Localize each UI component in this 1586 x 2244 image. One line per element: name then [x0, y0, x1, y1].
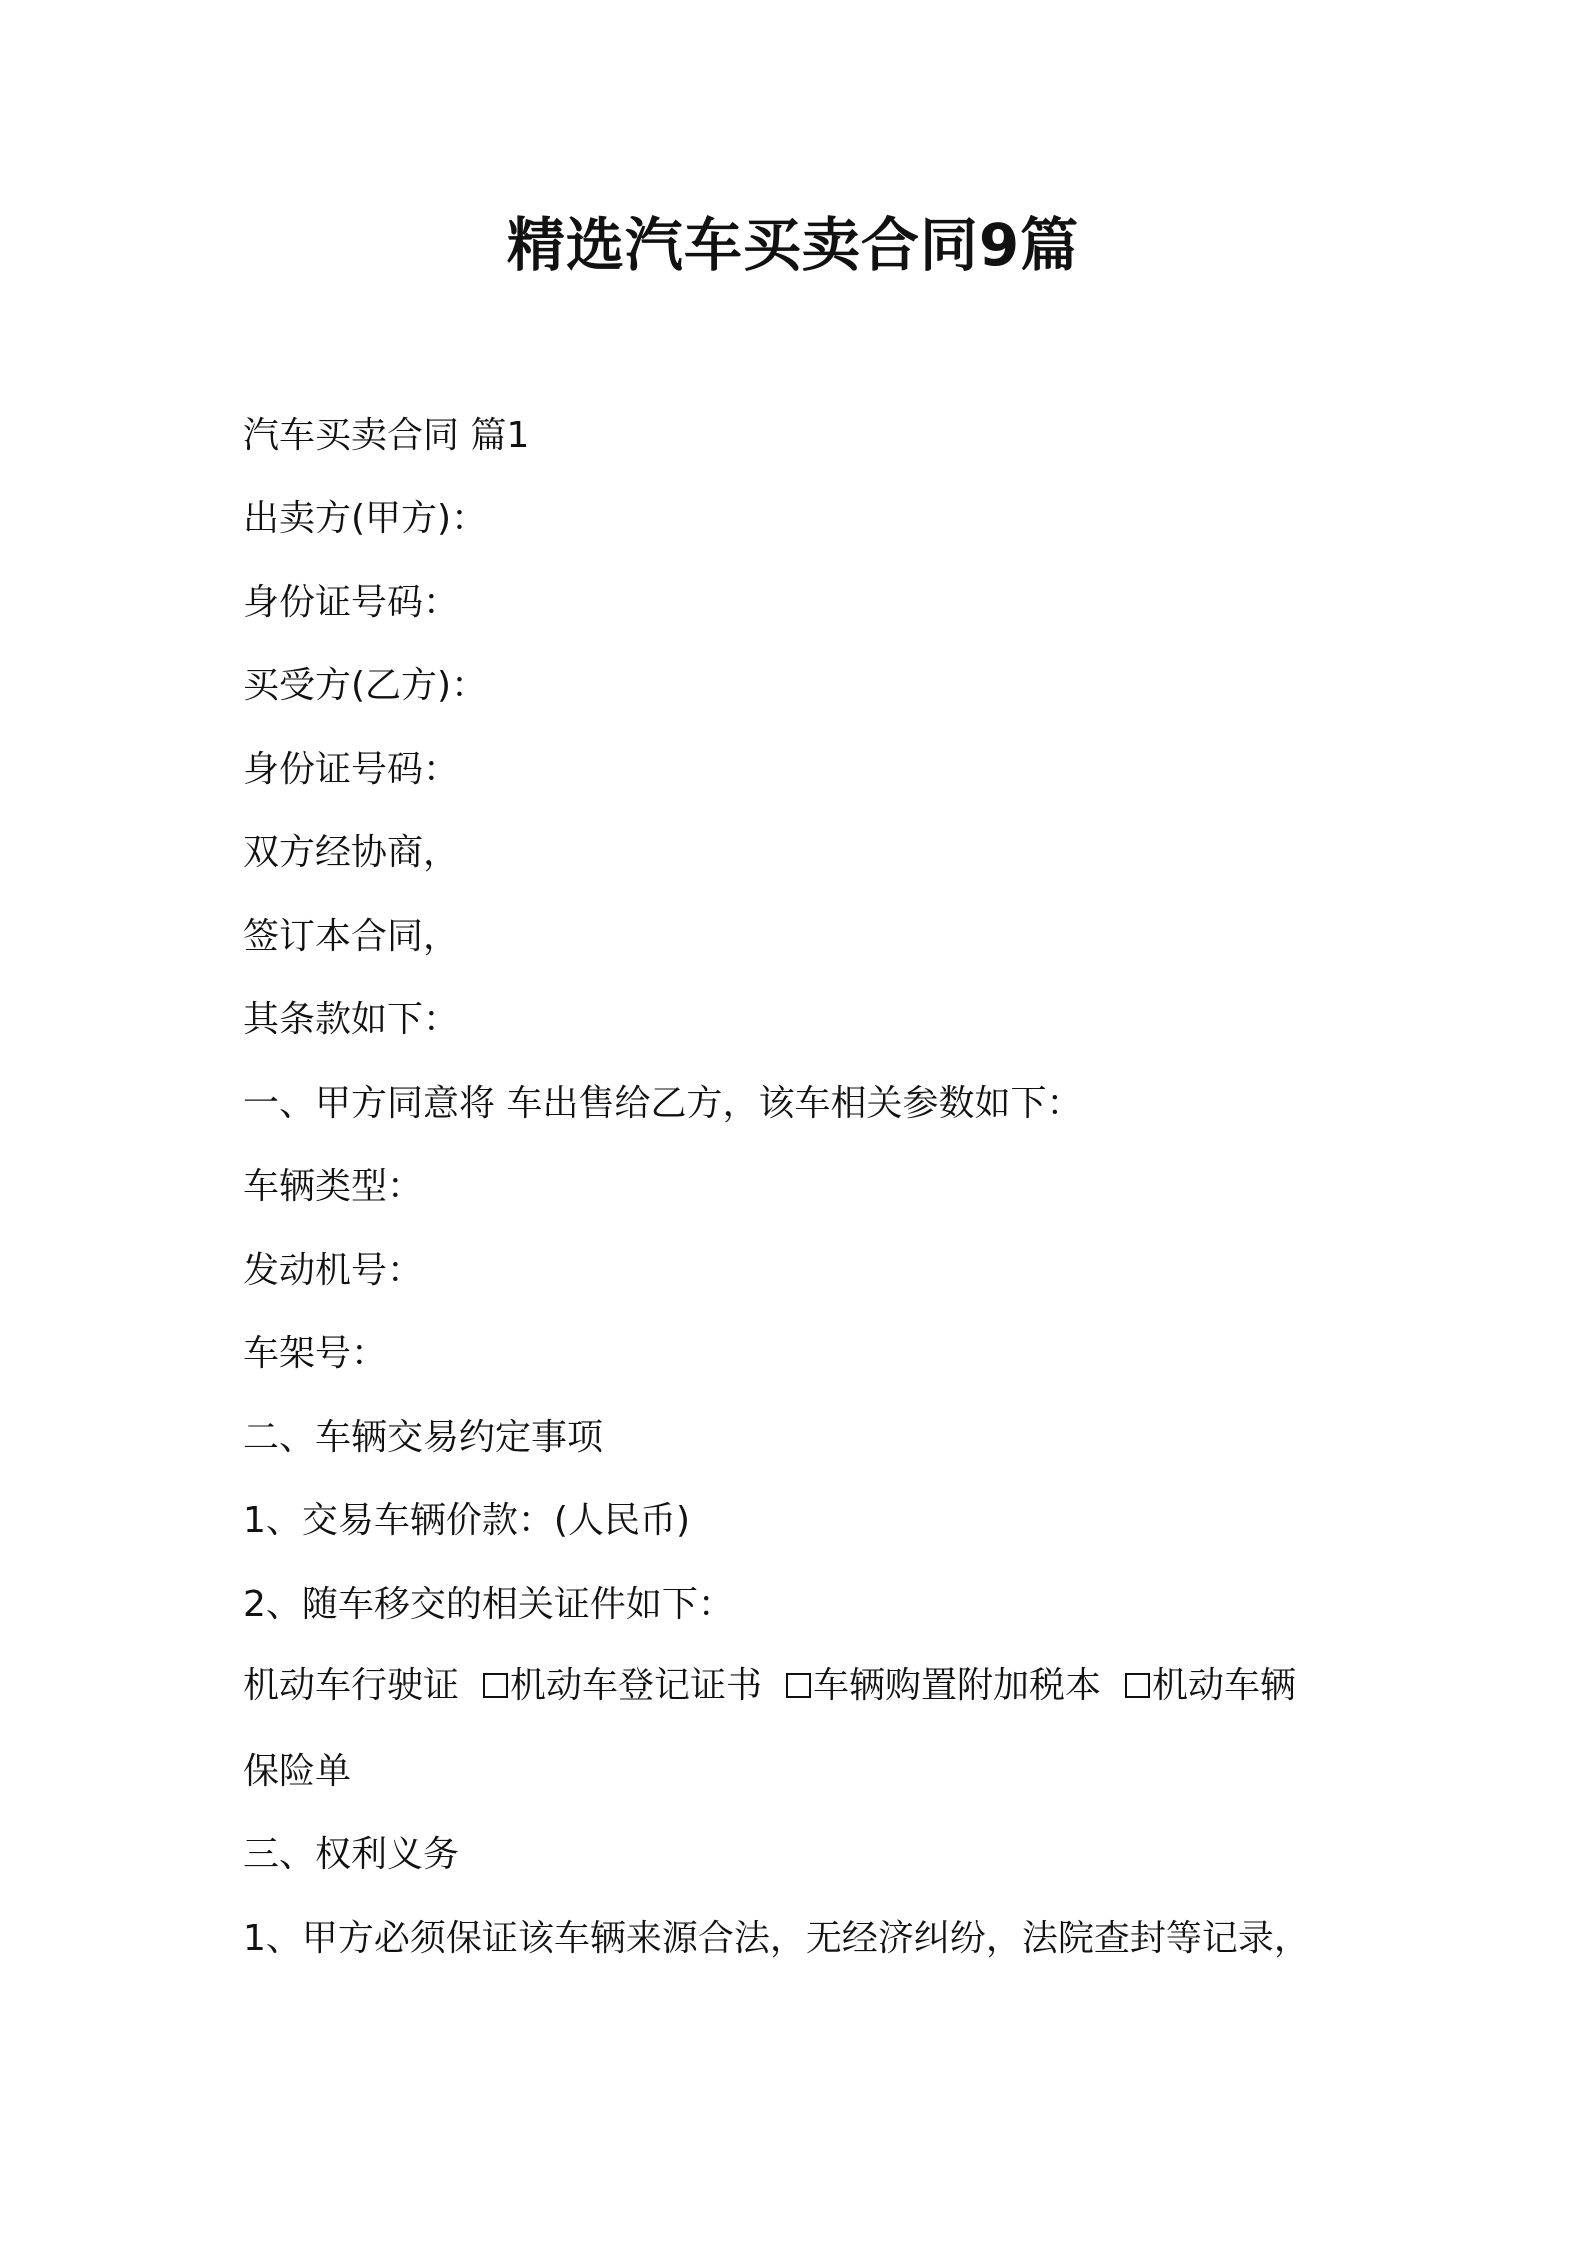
checkbox-icon: [1125, 1673, 1150, 1698]
certificate-label: 车辆购置附加税本: [813, 1665, 1102, 1706]
clause-two-heading: 二、车辆交易约定事项: [243, 1417, 604, 1458]
frame-number-label: 车架号：: [243, 1333, 388, 1374]
clause-three-item: 1、甲方必须保证该车辆来源合法，无经济纠纷，法院查封等记录，: [243, 1918, 1310, 1959]
seller-label: 出卖方(甲方)：: [243, 498, 488, 539]
clause-one: 一、甲方同意将 车出售给乙方，该车相关参数如下：: [243, 1083, 1083, 1124]
certificate-label: 机动车辆: [1152, 1665, 1297, 1706]
engine-number-label: 发动机号：: [243, 1250, 424, 1291]
vehicle-type-label: 车辆类型：: [243, 1166, 424, 1207]
paragraph-line: 双方经协商，: [243, 832, 460, 873]
section-heading: 汽车买卖合同 篇1: [243, 415, 530, 456]
buyer-label: 买受方(乙方)：: [243, 665, 488, 706]
certificate-continued: 保险单: [243, 1751, 352, 1792]
certificate-label: 机动车行驶证: [243, 1665, 460, 1706]
clause-three-heading: 三、权利义务: [243, 1834, 460, 1875]
paragraph-line: 其条款如下：: [243, 999, 460, 1040]
seller-id-label: 身份证号码：: [243, 582, 460, 623]
certificate-label: 机动车登记证书: [510, 1665, 763, 1706]
documents-item: 2、随车移交的相关证件如下：: [243, 1584, 734, 1625]
price-item: 1、交易车辆价款：(人民币): [243, 1500, 690, 1541]
checkbox-icon: [786, 1673, 811, 1698]
certificate-list: [243, 1660, 1296, 1712]
buyer-id-label: 身份证号码：: [243, 749, 460, 790]
document-title: 精选汽车买卖合同9篇: [506, 211, 1080, 279]
paragraph-line: 签订本合同，: [243, 916, 460, 957]
checkbox-icon: [483, 1673, 508, 1698]
